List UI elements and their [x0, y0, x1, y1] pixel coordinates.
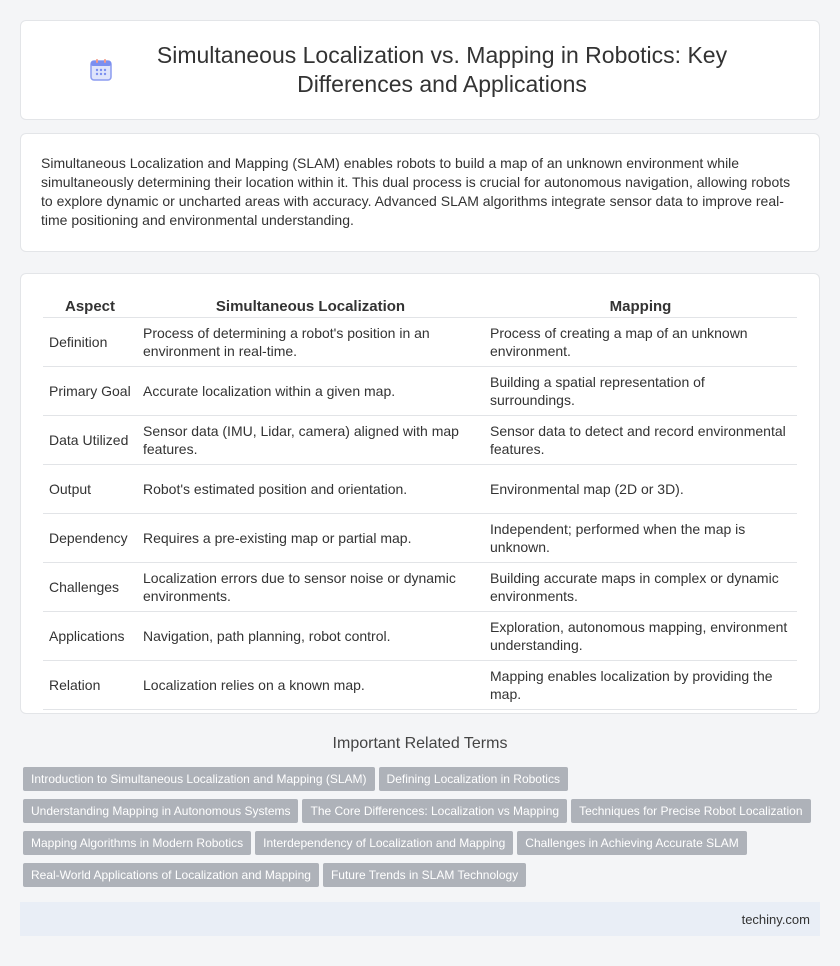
row-localization: Localization relies on a known map.: [137, 661, 484, 710]
header-mapping: Mapping: [609, 298, 672, 315]
table-row: [43, 318, 797, 367]
row-localization: Sensor data (IMU, Lidar, camera) aligned with map features.: [137, 416, 484, 465]
related-term-tag[interactable]: Introduction to Simultaneous Localization and Mapping (SLAM): [23, 767, 375, 791]
table-row: [43, 661, 797, 710]
row-localization: Navigation, path planning, robot control.: [137, 612, 484, 661]
row-mapping: Process of creating a map of an unknown environment.: [484, 318, 797, 367]
row-mapping: Building a spatial representation of surroundings.: [484, 367, 797, 416]
row-aspect: Definition: [43, 318, 137, 367]
row-aspect: Challenges: [43, 563, 137, 612]
row-mapping: Environmental map (2D or 3D).: [484, 465, 797, 514]
related-term-tag[interactable]: Defining Localization in Robotics: [379, 767, 568, 791]
row-localization: Requires a pre-existing map or partial map.: [137, 514, 484, 563]
footer-site-link[interactable]: techiny.com: [741, 911, 810, 927]
row-aspect: Primary Goal: [43, 367, 137, 416]
row-mapping: Exploration, autonomous mapping, environment understanding.: [484, 612, 797, 661]
related-term-tag[interactable]: Interdependency of Localization and Mapping: [255, 831, 513, 855]
related-term-tag[interactable]: Understanding Mapping in Autonomous Systems: [23, 799, 298, 823]
table-row: [43, 514, 797, 563]
row-mapping: Sensor data to detect and record environmental features.: [484, 416, 797, 465]
row-localization: Localization errors due to sensor noise or dynamic environments.: [137, 563, 484, 612]
table-row: [43, 465, 797, 514]
related-term-tag[interactable]: Future Trends in SLAM Technology: [323, 863, 526, 887]
comparison-card: [20, 273, 820, 714]
row-localization: Accurate localization within a given map.: [137, 367, 484, 416]
intro-paragraph: Simultaneous Localization and Mapping (SLAM) enables robots to build a map of an unknown environment while simultaneously determining their location within it. This dual process is crucial for autonomous navigation, allowing robots to explore dynamic or uncharted areas with accuracy. Advanced SLAM algorithms integrate sensor data to improve real-time positioning and environmental understanding.: [41, 155, 791, 228]
related-terms-list: [23, 767, 823, 895]
row-mapping: Mapping enables localization by providing the map.: [484, 661, 797, 710]
row-aspect: Dependency: [43, 514, 137, 563]
related-term-tag[interactable]: The Core Differences: Localization vs Mapping: [302, 799, 567, 823]
footer: [20, 902, 820, 936]
table-row: [43, 416, 797, 465]
related-term-tag[interactable]: Real-World Applications of Localization and Mapping: [23, 863, 319, 887]
table-header-row: [43, 292, 797, 318]
table-row: [43, 563, 797, 612]
row-mapping: Independent; performed when the map is unknown.: [484, 514, 797, 563]
related-terms-heading: Important Related Terms: [332, 735, 508, 752]
title-card: [20, 20, 820, 120]
related-term-tag[interactable]: Challenges in Achieving Accurate SLAM: [517, 831, 746, 855]
table-row: [43, 612, 797, 661]
comparison-table: [43, 292, 797, 710]
related-term-tag[interactable]: Mapping Algorithms in Modern Robotics: [23, 831, 251, 855]
intro-card: [20, 133, 820, 252]
header-localization: Simultaneous Localization: [215, 298, 406, 315]
row-aspect: Relation: [43, 661, 137, 710]
row-mapping: Building accurate maps in complex or dynamic environments.: [484, 563, 797, 612]
row-aspect: Output: [43, 465, 137, 514]
table-row: [43, 367, 797, 416]
related-term-tag[interactable]: Techniques for Precise Robot Localization: [571, 799, 810, 823]
calendar-icon: [88, 57, 114, 83]
row-aspect: Data Utilized: [43, 416, 137, 465]
row-localization: Process of determining a robot's position in an environment in real-time.: [137, 318, 484, 367]
header-aspect: Aspect: [64, 298, 116, 315]
row-localization: Robot's estimated position and orientation.: [137, 465, 484, 514]
page-title: Simultaneous Localization vs. Mapping in Robotics: Key Differences and Applications: [156, 42, 728, 97]
row-aspect: Applications: [43, 612, 137, 661]
